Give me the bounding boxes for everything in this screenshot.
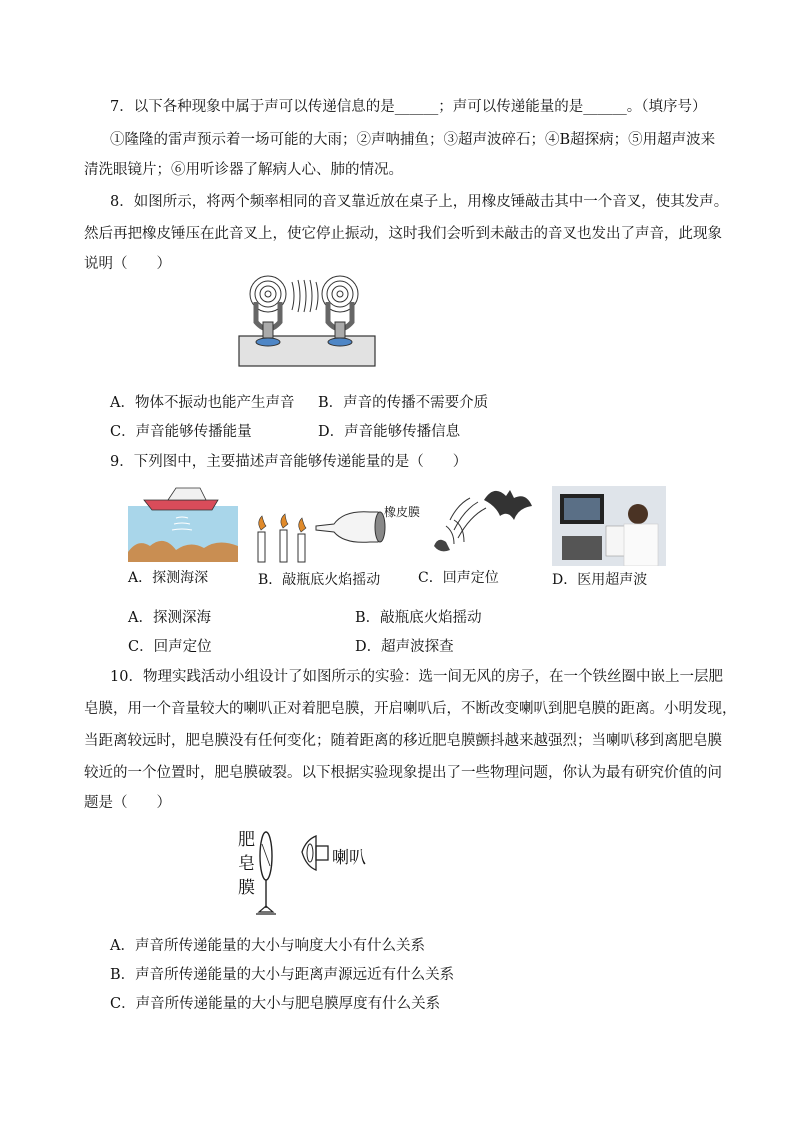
q9-option-a[interactable]: A．探测深海 — [128, 610, 211, 626]
sonar-boat-figure — [128, 480, 238, 562]
tuning-forks-figure — [236, 274, 378, 368]
q9-option-b[interactable]: B．敲瓶底火焰摇动 — [355, 610, 482, 626]
q9-caption-d: D．医用超声波 — [552, 572, 648, 588]
q9-stem: 9．下列图中，主要描述声音能够传递能量的是（ ） — [110, 454, 468, 470]
q9-caption-c: C．回声定位 — [418, 570, 499, 586]
q8-option-a[interactable]: A．物体不振动也能产生声音 — [110, 395, 295, 411]
q9-option-c[interactable]: C．回声定位 — [128, 639, 212, 655]
q10-stem-end: 题是（ ） — [84, 795, 171, 811]
q10-option-b[interactable]: B．声音所传递能量的大小与距离声源远近有什么关系 — [110, 967, 455, 983]
q10-stem-cont1: 皂膜，用一个音量较大的喇叭正对着肥皂膜，开启喇叭后，不断改变喇叭到肥皂膜的距离。小明发现， — [84, 701, 737, 717]
q10-option-a[interactable]: A．声音所传递能量的大小与响度大小有什么关系 — [110, 938, 425, 954]
q7-stem: 7．以下各种现象中属于声可以传递信息的是______；声可以传递能量的是______。（填序号） — [110, 99, 707, 115]
horn-label: 喇叭 — [332, 848, 366, 868]
q10-option-c[interactable]: C．声音所传递能量的大小与肥皂膜厚度有什么关系 — [110, 996, 441, 1012]
q9-caption-b: B．敲瓶底火焰摇动 — [258, 572, 381, 588]
rubber-membrane-label: 橡皮膜 — [384, 505, 421, 519]
q8-option-b[interactable]: B．声音的传播不需要介质 — [318, 395, 489, 411]
soap-film-horn-figure — [256, 826, 396, 918]
q10-stem-cont3: 较近的一个位置时，肥皂膜破裂。以下根据实验现象提出了一些物理问题，你认为最有研究价值的问 — [84, 765, 722, 781]
bat-echolocation-figure — [424, 480, 534, 560]
q8-stem: 8．如图所示，将两个频率相同的音叉靠近放在桌子上，用橡皮锤敲击其中一个音叉，使其发声。 — [110, 194, 729, 210]
q10-stem: 10．物理实践活动小组设计了如图所示的实验：选一间无风的房子，在一个铁丝圈中嵌上一层肥 — [110, 669, 723, 685]
q8-option-c[interactable]: C．声音能够传播能量 — [110, 424, 252, 440]
q9-caption-a: A．探测海深 — [128, 570, 209, 586]
medical-ultrasound-figure — [552, 486, 666, 566]
q9-option-d[interactable]: D．超声波探查 — [355, 639, 454, 655]
q8-stem-end: 说明（ ） — [84, 256, 171, 272]
q10-stem-cont2: 当距离较远时，肥皂膜没有任何变化；随着距离的移近肥皂膜颤抖越来越强烈；当喇叭移到离肥皂膜 — [84, 733, 722, 749]
q8-option-d[interactable]: D．声音能够传播信息 — [318, 424, 461, 440]
q8-stem-cont: 然后再把橡皮锤压在此音叉上，使它停止振动，这时我们会听到未敲击的音叉也发出了声音，此现象 — [84, 226, 722, 242]
q7-items: ①隆隆的雷声预示着一场可能的大雨；②声呐捕鱼；③超声波碎石；④B超探病；⑤用超声波来 — [110, 132, 716, 148]
q7-items-cont: 清洗眼镜片；⑥用听诊器了解病人心、肺的情况。 — [84, 162, 403, 178]
soap-film-label: 肥皂膜 — [238, 830, 255, 898]
